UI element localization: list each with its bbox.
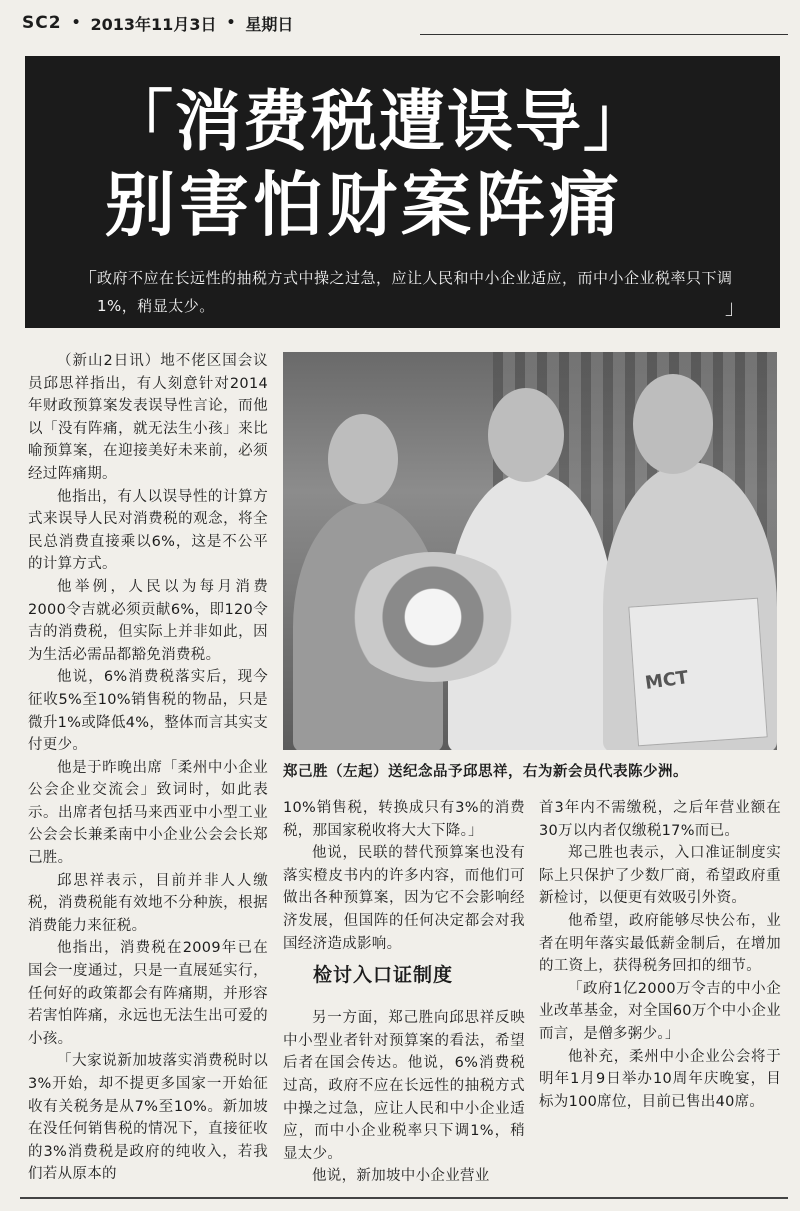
- paragraph: 「政府1亿2000万令吉的中小企业改革基金，对全国60万个中小企业而言，是僧多粥少。」: [539, 980, 781, 1042]
- paragraph: 他指出，有人以误导性的计算方式来误导人民对消费税的观念，将全民总消费直接乘以6%，这是不公平的计算方式。: [28, 488, 268, 573]
- paragraph: （新山2日讯）地不佬区国会议员邱思祥指出，有人刻意针对2014年财政预算案发表误导性言论，而他以「没有阵痛，就无法生小孩」来比喻预算案，在迎接美好未来前，必须经过阵痛期。: [28, 353, 268, 482]
- paragraph: 他指出，消费税在2009年已在国会一度通过，只是一直展延实行，任何好的政策都会有阵痛期，并形容若害怕阵痛，永远也无法生出可爱的小孩。: [28, 940, 268, 1047]
- lead-text: 政府不应在长远性的抽税方式中操之过急，应让人民和中小企业适应，而中小企业税率只下调1%，稍显太少。: [97, 269, 733, 315]
- article-column-2: [283, 797, 525, 1188]
- paragraph: 另一方面，郑己胜向邱思祥反映中小型业者针对预算案的看法，希望后者在国会传达。他说，6%消费税过高，政府不应在长远性的抽税方式中操之过急，应让人民和中小企业适应，而中小企业税率只下调1%，稍显太少。: [283, 1010, 525, 1162]
- separator: •: [71, 15, 81, 31]
- bag-logo: MCT: [643, 667, 690, 694]
- person-right-head: [633, 374, 713, 474]
- headline-line-2: 别害怕财案阵痛: [105, 164, 623, 246]
- page-number: SC2: [22, 13, 62, 33]
- dateline: [22, 6, 293, 40]
- paragraph: 首3年内不需缴税，之后年营业额在30万以内者仅缴税17%而已。: [539, 800, 781, 839]
- paragraph: 郑己胜也表示，入口准证制度实际上只保护了少数厂商，希望政府重新检讨，以便更有效吸引外资。: [539, 845, 781, 907]
- lead-close-quote: 」: [725, 295, 745, 319]
- paragraph: 邱思祥表示，目前并非人人缴税，消费税能有效地不分种族，根据消费能力来征税。: [28, 872, 268, 934]
- weekday: 星期日: [245, 14, 294, 34]
- separator: •: [226, 15, 236, 31]
- photo-caption: 郑己胜（左起）送纪念品予邱思祥，右为新会员代表陈少洲。: [283, 764, 688, 780]
- paragraph: 他说，6%消费税落实后，现今征收5%至10%销售税的物品，只是微升1%或降低4%，整体而言其实支付更少。: [28, 669, 268, 754]
- news-photo: [283, 352, 777, 750]
- lead-open-quote: 「: [77, 268, 97, 292]
- article-column-3: [539, 797, 781, 1113]
- paragraph: 「大家说新加坡落实消费税时以3%开始，却不提更多国家一开始征收有关税务是从7%至10%。新加坡在没任何销售税的情况下，直接征收的3%消费税是政府的纯收入，若我们若从原本的: [28, 1053, 268, 1183]
- bottom-rule: [20, 1197, 788, 1199]
- section-subhead: 检讨入口证制度: [313, 964, 454, 986]
- paragraph: 10%销售税，转换成只有3%的消费税，那国家税收将大大下降。」: [283, 800, 525, 839]
- paragraph: 他希望，政府能够尽快公布，业者在明年落实最低薪金制后，在增加的工资上，获得税务回扣的细节。: [539, 912, 781, 975]
- headline-line-1: 「消费税遭误导」: [107, 83, 651, 160]
- issue-date: 2013年11月3日: [90, 14, 217, 34]
- paragraph: 他举例，人民以为每月消费2000令吉就必须贡献6%，即120令吉的消费税，但实际上并非如此，因为生活必需品都豁免消费税。: [28, 578, 268, 663]
- top-rule: [420, 34, 788, 35]
- person-center-head: [488, 388, 564, 482]
- paragraph: 他是于昨晚出席「柔州中小企业公会企业交流会」致词时，如此表示。出席者包括马来西亚中小型工业公会会长兼柔南中小企业公会会长郑己胜。: [28, 759, 268, 867]
- paragraph: 他补充，柔州中小企业公会将于明年1月9日举办10周年庆晚宴，目标为100席位，目前已售出40席。: [539, 1048, 781, 1110]
- article-column-1: [28, 350, 268, 1186]
- flower-basket: [343, 552, 523, 682]
- person-left-head: [328, 414, 398, 504]
- paragraph: 他说，民联的替代预算案也没有落实橙皮书内的许多内容，而他们可做出各种预算案，因为它不会影响经济发展，但国阵的任何决定都会对我国经济造成影响。: [283, 845, 525, 952]
- headline-box: [25, 56, 780, 328]
- paragraph: 他说，新加坡中小企业营业: [312, 1168, 490, 1185]
